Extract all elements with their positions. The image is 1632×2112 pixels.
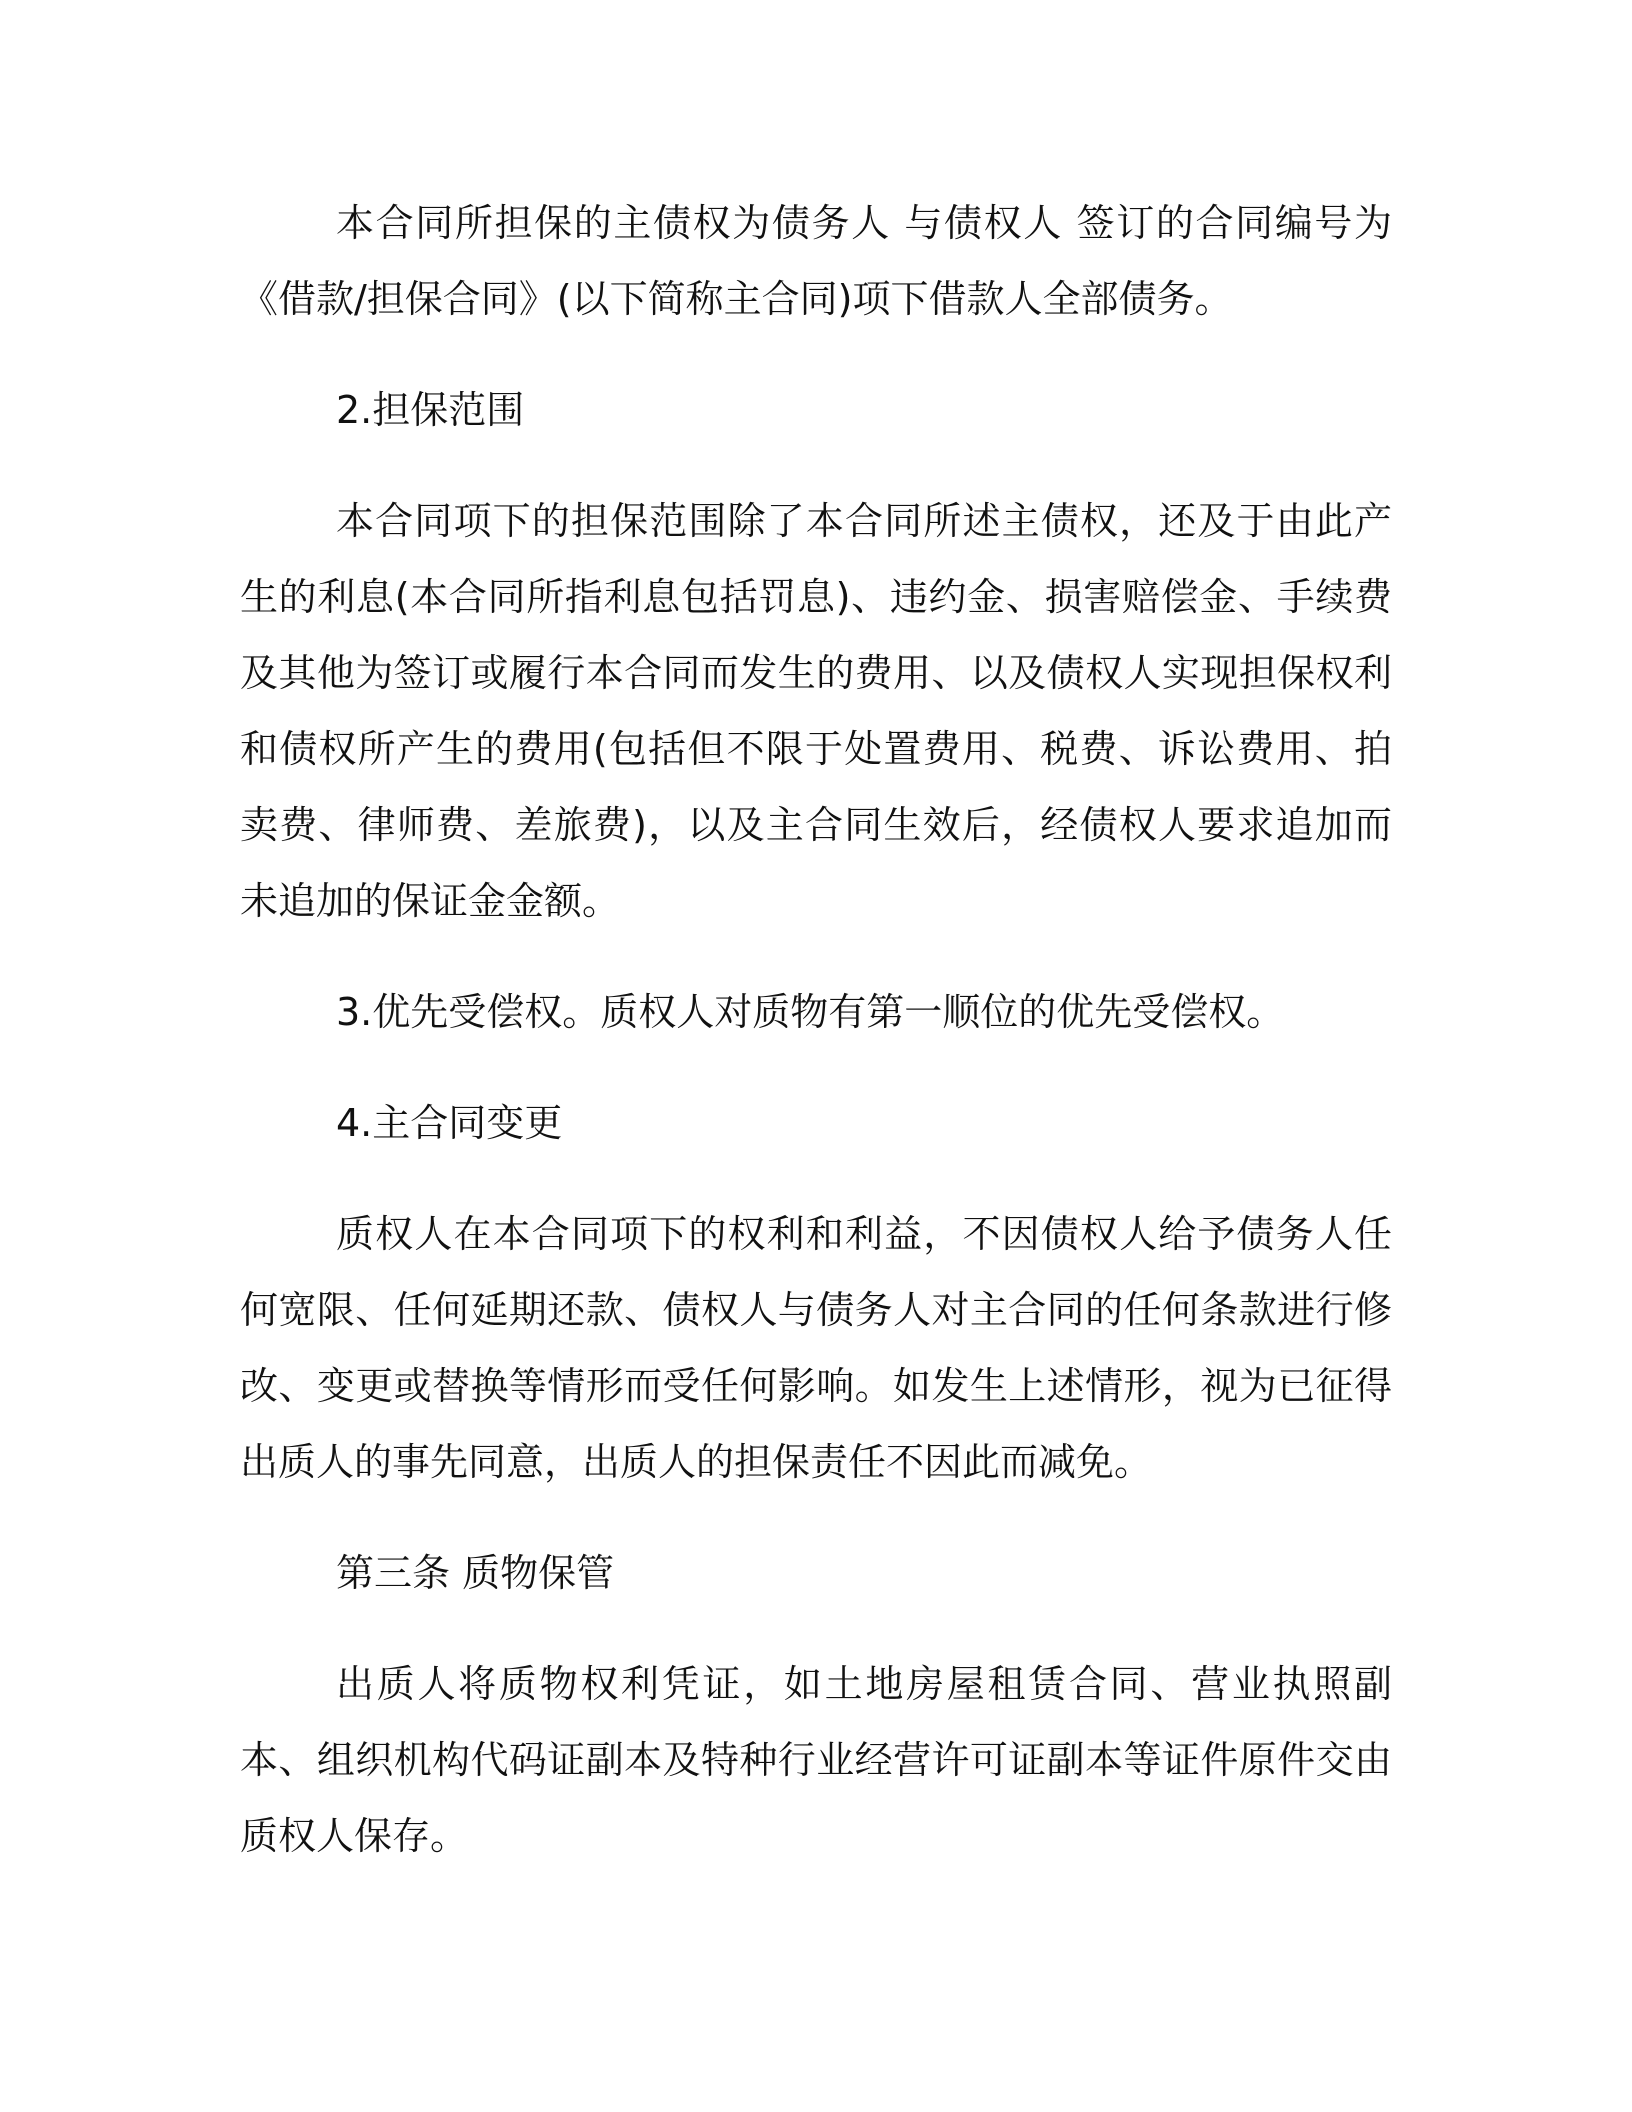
section-heading-guarantee-scope: 2.担保范围 [336, 388, 525, 432]
paragraph-main-debt: 本合同所担保的主债权为债务人 与债权人 签订的合同编号为 《借款/担保合同》(以下简称主合同)项下借款人全部债务。 [240, 201, 1392, 321]
document-page [240, 185, 1392, 1909]
section-heading-main-contract-change: 4.主合同变更 [336, 1101, 563, 1145]
article-heading-pledge-custody: 第三条 质物保管 [336, 1551, 615, 1595]
paragraph-guarantee-scope: 本合同项下的担保范围除了本合同所述主债权，还及于由此产生的利息(本合同所指利息包括罚息)、违约金、损害赔偿金、手续费及其他为签订或履行本合同而发生的费用、以及债权人实现担保权利和债权所产生的费用(包括但不限于处置费用、税费、诉讼费用、拍卖费、律师费、差旅费)，以及主合同生效后，经债权人要求追加而未追加的保证金金额。 [240, 499, 1392, 923]
paragraph-main-contract-change: 质权人在本合同项下的权利和利益，不因债权人给予债务人任何宽限、任何延期还款、债权人与债务人对主合同的任何条款进行修改、变更或替换等情形而受任何影响。如发生上述情形，视为已征得出质人的事先同意，出质人的担保责任不因此而减免。 [240, 1212, 1392, 1484]
section-heading-priority-right: 3.优先受偿权。质权人对质物有第一顺位的优先受偿权。 [336, 990, 1285, 1034]
paragraph-pledge-custody: 出质人将质物权利凭证，如土地房屋租赁合同、营业执照副本、组织机构代码证副本及特种行业经营许可证副本等证件原件交由质权人保存。 [240, 1662, 1392, 1858]
